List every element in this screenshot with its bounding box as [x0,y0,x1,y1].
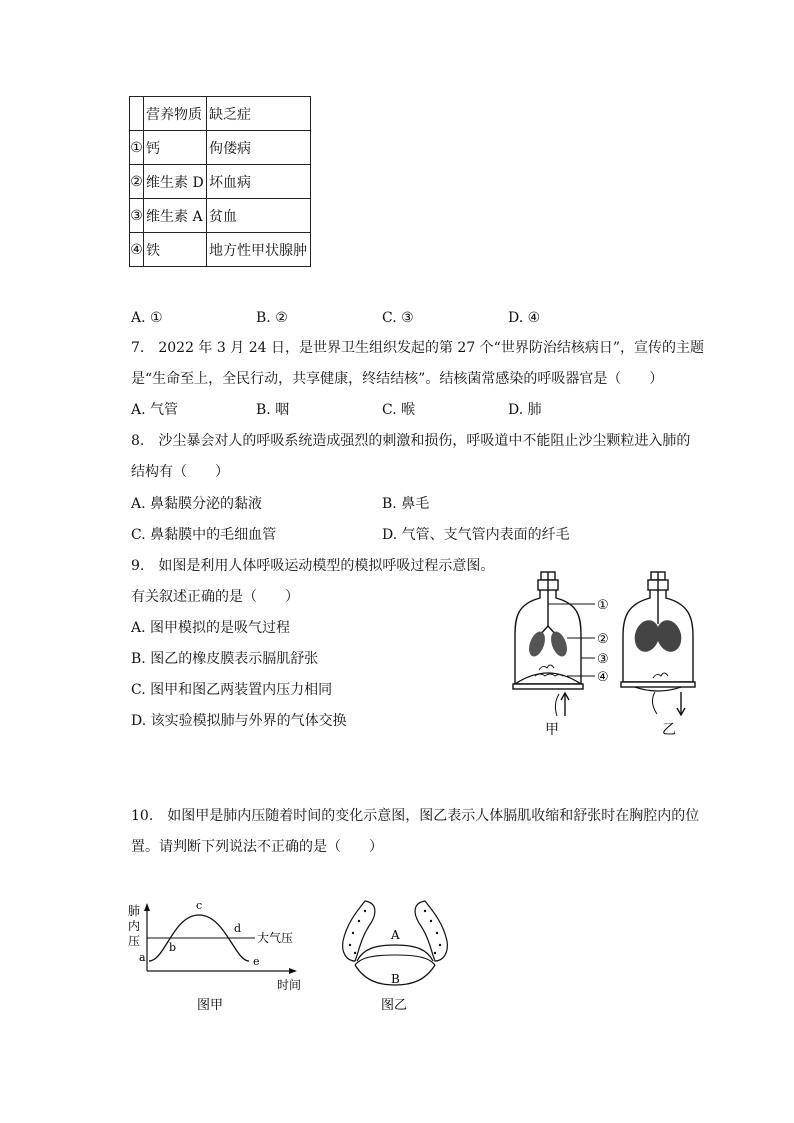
point-label: c [196,899,203,912]
breathing-model-figure [505,566,715,746]
table-cell: 维生素 D [144,165,207,199]
y-axis-arrow [144,903,150,911]
table-cell: ① [130,131,144,165]
label-b: B [391,972,400,986]
table-cell: 地方性甲状腺肿 [207,233,311,267]
ylabel-char: 内 [128,919,141,933]
table-row [130,233,311,267]
table-row [130,199,311,233]
q7-option-c: C. 喉 [382,402,416,418]
caption-graph: 图甲 [197,998,224,1013]
q9-option-d: D. 该实验模拟肺与外界的气体交换 [131,713,347,729]
point-label: a [139,951,146,964]
q10-stem-line1: 10. 如图甲是肺内压随着时间的变化示意图，图乙表示人体膈肌收缩和舒张时在胸腔内的位 [131,808,700,824]
label-2: ② [597,632,609,647]
q8-stem-line2: 结构有（ ） [131,464,229,480]
q6-option-d: D. ④ [508,310,541,326]
table-header-cell: 缺乏症 [207,97,311,131]
ylabel-char: 肺 [128,904,141,918]
rib-right [415,901,447,961]
diaphragm-a [357,945,433,961]
caption-diagram: 图乙 [381,998,408,1013]
table-header-cell: 营养物质 [144,97,207,131]
q9-option-c: C. 图甲和图乙两装置内压力相同 [131,682,333,698]
jar-right [621,572,695,715]
q9-stem-line2: 有关叙述正确的是（ ） [131,589,299,605]
q8-option-c: C. 鼻黏膜中的毛细血管 [131,527,277,543]
nutrient-table [129,96,311,267]
table-cell: 铁 [144,233,207,267]
q9-option-b: B. 图乙的橡皮膜表示膈肌舒张 [131,651,319,667]
table-header-row [130,97,311,131]
table-cell: ③ [130,199,144,233]
lung-left-small [526,629,548,658]
point-label: e [253,955,260,968]
ylabel-char: 压 [128,934,141,948]
diaphragm-b-top [355,955,435,965]
lung-right-small [548,629,570,658]
table-cell: ④ [130,233,144,267]
label-4: ④ [597,670,609,685]
q6-option-b: B. ② [256,310,288,326]
label-3: ③ [597,652,609,667]
table-cell: 佝偻病 [207,131,311,165]
lung-pressure-graph [125,895,310,1020]
caption-jia: 甲 [545,722,559,738]
table-row [130,131,311,165]
q10-stem-line2: 置。请判断下列说法不正确的是（ ） [131,839,383,855]
rib-left [343,901,375,961]
x-axis-arrow [289,968,297,974]
point-label: b [169,941,177,954]
table-cell: 钙 [144,131,207,165]
q9-option-a: A. 图甲模拟的是吸气过程 [131,620,291,636]
q7-option-d: D. 肺 [508,402,542,418]
q7-stem-line2: 是“生命至上，全民行动，共享健康，终结结核”。结核菌常感染的呼吸器官是（ ） [131,371,664,387]
q7-option-a: A. 气管 [131,402,179,418]
caption-yi: 乙 [662,722,676,738]
point-label: d [234,922,242,935]
xlabel: 时间 [277,978,302,992]
table-cell: 坏血病 [207,165,311,199]
q6-option-c: C. ③ [382,310,414,326]
table-cell: 维生素 A [144,199,207,233]
label-1: ① [597,598,609,613]
atm-label: 大气压 [257,931,294,945]
label-a: A [391,928,400,942]
table-cell [130,97,144,131]
q8-stem-line1: 8. 沙尘暴会对人的呼吸系统造成强烈的刺激和损伤，呼吸道中不能阻止沙尘颗粒进入肺的 [131,433,691,449]
q9-stem-line1: 9. 如图是利用人体呼吸运动模型的模拟呼吸过程示意图。 [131,558,495,574]
q8-option-b: B. 鼻毛 [382,496,430,512]
jar-left [513,572,583,716]
table-cell: 贫血 [207,199,311,233]
q6-option-a: A. ① [131,310,163,326]
q7-option-b: B. 咽 [256,402,290,418]
table-row [130,165,311,199]
table-cell: ② [130,165,144,199]
diaphragm-diagram [335,893,455,1021]
q7-stem-line1: 7. 2022 年 3 月 24 日，是世界卫生组织发起的第 27 个“世界防治结核病日”，宣传的主题 [131,340,704,356]
q8-option-d: D. 气管、支气管内表面的纤毛 [382,527,570,543]
q8-option-a: A. 鼻黏膜分泌的黏液 [131,496,263,512]
